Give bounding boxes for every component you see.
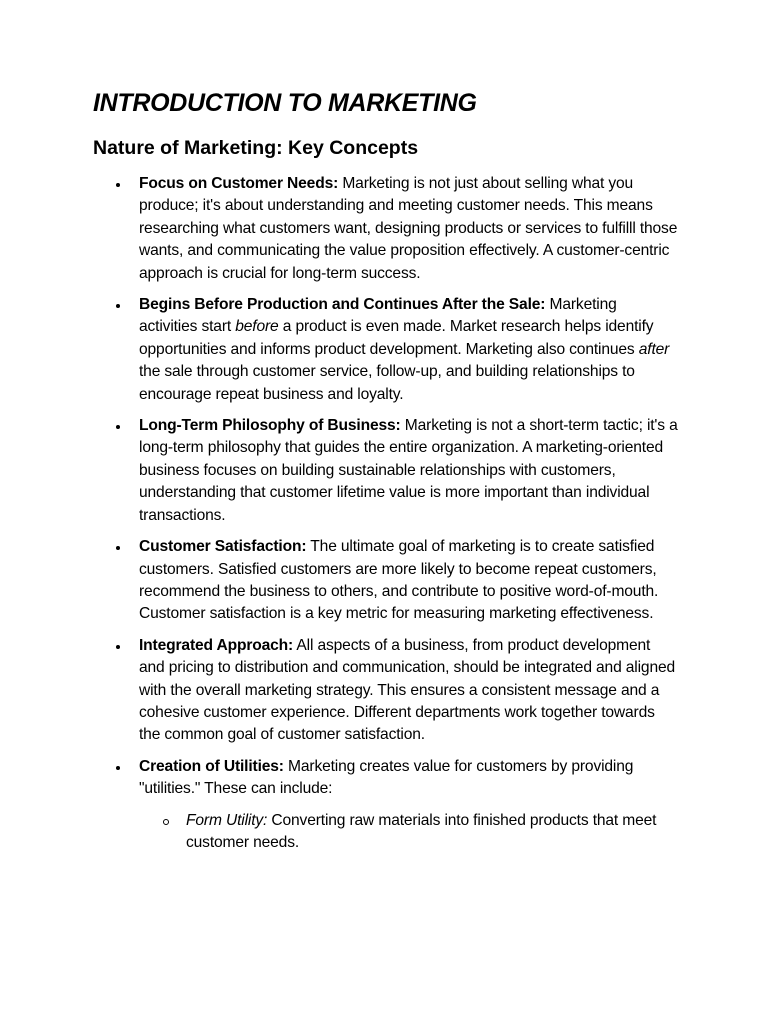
item-term: Begins Before Production and Continues After the Sale: [139, 296, 546, 314]
subitem-text: Converting raw materials into finished products that meet customer needs. [186, 811, 657, 851]
item-text: Marketing is not a short-term tactic; it's a long-term philosophy that guides the entire organization. A marketing-oriented business focuses on building sustainable relationships with customers, understanding that customer lifetime value is more important than individual transactions. [139, 417, 678, 524]
list-item-integrated-approach [139, 635, 679, 747]
item-emphasis: before [235, 318, 279, 336]
list-item-begins-before-production [139, 294, 679, 406]
item-term: Creation of Utilities: [139, 757, 284, 775]
utilities-sublist [139, 810, 679, 855]
item-text: The ultimate goal of marketing is to create satisfied customers. Satisfied customers are more likely to become repeat customers, recommend the business to others, and contribute to positive word-of-mouth. Customer satisfaction is a key metric for measuring marketing effectiveness. [139, 538, 659, 623]
item-term: Customer Satisfaction: [139, 538, 307, 556]
subitem-term: Form Utility: [186, 811, 268, 829]
item-term: Long-Term Philosophy of Business: [139, 417, 401, 435]
sublist-item-form-utility [186, 810, 679, 855]
section-heading: Nature of Marketing: Key Concepts [93, 137, 419, 159]
item-text: Marketing activities start [139, 296, 617, 336]
item-term: Integrated Approach: [139, 636, 294, 654]
list-item-focus-on-customer-needs [139, 173, 679, 285]
key-concepts-list [139, 173, 679, 863]
item-text: Marketing is not just about selling what you produce; it's about understanding and meeting customer needs. This means researching what customers want, designing products or services to fulfilll those wants, and communicating the value proposition effectively. A customer-centric approach is crucial for long-term success. [139, 175, 678, 282]
item-term: Focus on Customer Needs: [139, 175, 339, 192]
document-title: INTRODUCTION TO MARKETING [93, 89, 477, 117]
list-item-customer-satisfaction [139, 536, 679, 626]
item-text: the sale through customer service, follow-up, and building relationships to encourage repeat business and loyalty. [139, 363, 635, 403]
item-text: a product is even made. Market research helps identify opportunities and informs product development. Marketing also continues [139, 318, 654, 358]
item-text: All aspects of a business, from product development and pricing to distribution and communication, should be integrated and aligned with the overall marketing strategy. This ensures a consistent message and a cohesive customer experience. Different departments work together towards the common goal of customer satisfaction. [139, 636, 676, 744]
item-text: Marketing creates value for customers by providing "utilities." These can include: [139, 757, 634, 798]
item-emphasis: after [638, 340, 670, 358]
list-item-creation-of-utilities [139, 756, 679, 855]
list-item-long-term-philosophy [139, 415, 679, 527]
